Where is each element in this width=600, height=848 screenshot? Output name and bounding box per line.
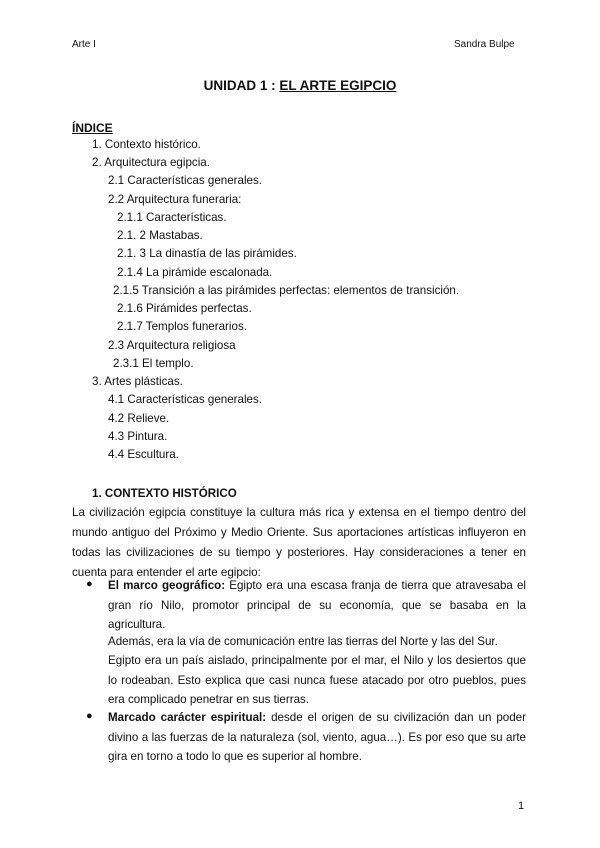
bullet-text: desde el origen de su civilización dan un poder divino a las fuerzas de la naturaleza (sol, viento, agua…). Es por eso que su arte gira en torno a todo lo que es superior al hombre. bbox=[108, 711, 526, 763]
toc-item: 4.2 Relieve. bbox=[108, 412, 170, 425]
header-right: Sandra Bulpe bbox=[454, 39, 515, 50]
toc-item: 2.1.7 Templos funerarios. bbox=[117, 320, 247, 333]
toc-item: 2.1.5 Transición a las pirámides perfectas: elementos de transición. bbox=[113, 284, 460, 297]
bullet-spiritual bbox=[108, 708, 526, 767]
index-heading: ÍNDICE bbox=[72, 121, 113, 135]
toc-item: 2.1. 3 La dinastía de las pirámides. bbox=[117, 247, 297, 260]
toc-item: 4.4 Escultura. bbox=[108, 448, 179, 461]
bullet-extra: Además, era la vía de comunicación entre las tierras del Norte y las del Sur. bbox=[108, 635, 498, 648]
toc-item: 1. Contexto histórico. bbox=[92, 138, 201, 151]
page-number: 1 bbox=[518, 800, 525, 812]
title-main: EL ARTE EGIPCIO bbox=[279, 78, 397, 93]
toc-item: 2.1. 2 Mastabas. bbox=[117, 229, 203, 242]
toc-item: 4.3 Pintura. bbox=[108, 430, 168, 443]
bullet-text: Egipto era una escasa franja de tierra que atravesaba el gran río Nilo, promotor principal de su economía, que se basaba en la agricultura. bbox=[108, 579, 526, 631]
toc-item: 2. Arquitectura egipcia. bbox=[92, 156, 210, 169]
intro-paragraph: La civilización egipcia constituye la cultura más rica y extensa en el tiempo dentro del mundo antiguo del Próximo y Medio Oriente. Sus aportaciones artísticas influyeron en todas las civilizaciones de su tiempo y posteriores. Hay consideraciones a tener en cuenta para entender el arte egipcio: bbox=[72, 506, 526, 579]
toc-item: 2.1 Características generales. bbox=[108, 174, 263, 187]
toc-item: 2.2 Arquitectura funeraria: bbox=[108, 193, 242, 206]
toc-item: 2.3.1 El templo. bbox=[113, 357, 194, 370]
bullet-extra: Egipto era un país aislado, principalmente por el mar, el Nilo y los desiertos que lo rodeaban. Esto explica que casi nunca fuese atacado por otro pueblos, pues era complicado penetrar en sus tierras. bbox=[108, 654, 526, 706]
header-left: Arte I bbox=[72, 39, 96, 50]
toc-item: 2.3 Arquitectura religiosa bbox=[108, 339, 236, 352]
page-title bbox=[0, 78, 600, 93]
toc-item: 2.1.4 La pirámide escalonada. bbox=[117, 266, 273, 279]
section-heading: 1. CONTEXTO HISTÓRICO bbox=[92, 487, 237, 500]
toc-item: 3. Artes plásticas. bbox=[92, 375, 183, 388]
toc-item: 2.1.1 Características. bbox=[117, 211, 227, 224]
bullet-label: El marco geográfico: bbox=[108, 579, 226, 592]
toc-item: 4.1 Características generales. bbox=[108, 393, 263, 406]
bullet-geography bbox=[108, 576, 526, 635]
title-prefix: UNIDAD 1 : bbox=[203, 78, 280, 93]
toc-item: 2.1.6 Pirámides perfectas. bbox=[117, 302, 252, 315]
bullet-icon: ● bbox=[86, 710, 93, 722]
bullet-label: Marcado carácter espiritual: bbox=[108, 711, 267, 724]
bullet-icon: ● bbox=[86, 578, 93, 590]
